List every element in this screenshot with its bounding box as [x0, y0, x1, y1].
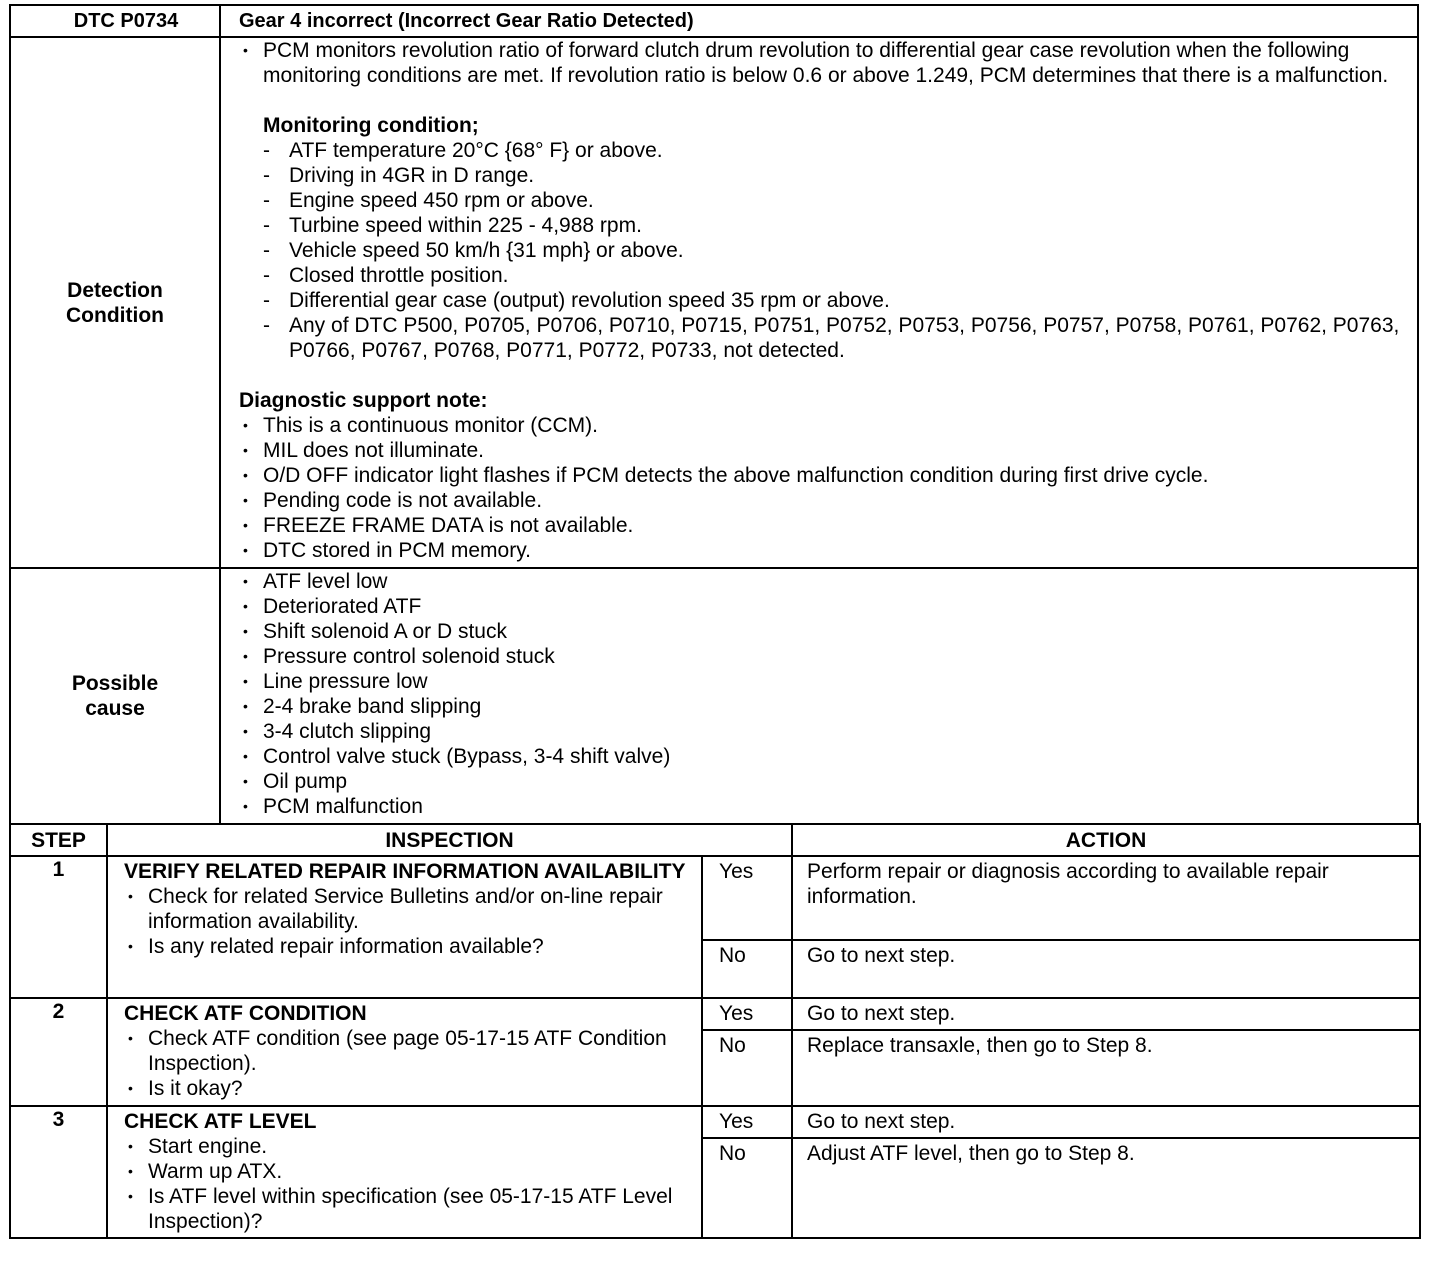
- yes-label: Yes: [702, 998, 792, 1030]
- possible-cause-row: [10, 568, 1418, 824]
- cause-item: • PCM malfunction: [239, 794, 1417, 819]
- monitoring-item: - Engine speed 450 rpm or above.: [239, 188, 1417, 213]
- cause-item: • 2-4 brake band slipping: [239, 694, 1417, 719]
- monitoring-item: - Vehicle speed 50 km/h {31 mph} or above.: [239, 238, 1417, 263]
- monitoring-item: - ATF temperature 20°C {68° F} or above.: [239, 138, 1417, 163]
- step-title: CHECK ATF CONDITION: [124, 1002, 367, 1025]
- cause-item: • Oil pump: [239, 769, 1417, 794]
- detection-label-line2: Condition: [66, 303, 164, 327]
- cause-item: • Deteriorated ATF: [239, 594, 1417, 619]
- monitoring-item: - Driving in 4GR in D range.: [239, 163, 1417, 188]
- dtc-title: Gear 4 incorrect (Incorrect Gear Ratio Detected): [220, 5, 1418, 37]
- cause-item: • Shift solenoid A or D stuck: [239, 619, 1417, 644]
- step-item: • Start engine.: [124, 1134, 697, 1159]
- yes-action: Perform repair or diagnosis according to available repair information.: [792, 856, 1420, 940]
- dtc-table: [9, 4, 1419, 825]
- step-title: CHECK ATF LEVEL: [124, 1110, 317, 1133]
- detection-label-line1: Detection: [67, 278, 163, 302]
- cause-item: • Control valve stuck (Bypass, 3-4 shift valve): [239, 744, 1417, 769]
- monitoring-item: - Any of DTC P500, P0705, P0706, P0710, P0715, P0751, P0752, P0753, P0756, P0757, P0758, P0761, P0762, P0763, P0766, P0767, P0768, P0771, P0772, P0733, not detected.: [239, 313, 1417, 363]
- step-item: • Warm up ATX.: [124, 1159, 697, 1184]
- monitoring-heading: Monitoring condition;: [263, 114, 479, 137]
- step-column-header: STEP: [10, 824, 107, 856]
- support-item: • MIL does not illuminate.: [239, 438, 1417, 463]
- detection-condition-content: [220, 37, 1418, 568]
- cause-item: • Pressure control solenoid stuck: [239, 644, 1417, 669]
- no-action: Replace transaxle, then go to Step 8.: [792, 1030, 1420, 1106]
- cause-item: • ATF level low: [239, 569, 1417, 594]
- yes-label: Yes: [702, 856, 792, 940]
- action-column-header: ACTION: [792, 824, 1420, 856]
- step-title: VERIFY RELATED REPAIR INFORMATION AVAILABILITY: [124, 860, 686, 883]
- step-item: • Is ATF level within specification (see 05-17-15 ATF Level Inspection)?: [124, 1184, 697, 1234]
- no-label: No: [702, 940, 792, 998]
- step-row-2-yes: [10, 998, 1420, 1030]
- yes-label: Yes: [702, 1106, 792, 1138]
- step-inspection: [107, 998, 702, 1106]
- step-number: 1: [10, 856, 107, 998]
- step-inspection: [107, 1106, 702, 1238]
- inspection-column-header: INSPECTION: [107, 824, 792, 856]
- cause-item: • Line pressure low: [239, 669, 1417, 694]
- support-item: • FREEZE FRAME DATA is not available.: [239, 513, 1417, 538]
- no-label: No: [702, 1138, 792, 1238]
- dtc-code: DTC P0734: [10, 5, 220, 37]
- step-item: • Check ATF condition (see page 05-17-15 ATF Condition Inspection).: [124, 1026, 697, 1076]
- monitoring-item: - Turbine speed within 225 - 4,988 rpm.: [239, 213, 1417, 238]
- no-action: Adjust ATF level, then go to Step 8.: [792, 1138, 1420, 1238]
- no-label: No: [702, 1030, 792, 1106]
- support-item: • This is a continuous monitor (CCM).: [239, 413, 1417, 438]
- step-number: 2: [10, 998, 107, 1106]
- step-table-header: [10, 824, 1420, 856]
- cause-item: • 3-4 clutch slipping: [239, 719, 1417, 744]
- service-manual-page: [9, 4, 1419, 1239]
- detection-condition-row: [10, 37, 1418, 568]
- no-action: Go to next step.: [792, 940, 1420, 998]
- possible-label-line1: Possible: [71, 672, 159, 695]
- dtc-header-row: [10, 5, 1418, 37]
- monitoring-item: - Closed throttle position.: [239, 263, 1417, 288]
- yes-action: Go to next step.: [792, 998, 1420, 1030]
- monitoring-item: - Differential gear case (output) revolution speed 35 rpm or above.: [239, 288, 1417, 313]
- step-item: • Is it okay?: [124, 1076, 697, 1101]
- step-table: [9, 823, 1421, 1239]
- step-row-3-yes: [10, 1106, 1420, 1138]
- yes-action: Go to next step.: [792, 1106, 1420, 1138]
- support-heading: Diagnostic support note:: [239, 389, 488, 412]
- support-list: [239, 413, 1417, 563]
- possible-cause-label: [10, 568, 220, 824]
- possible-cause-list: [220, 568, 1418, 824]
- detection-condition-label: [10, 37, 220, 568]
- step-inspection: [107, 856, 702, 998]
- step-item: • Is any related repair information available?: [124, 934, 697, 959]
- monitoring-list: [239, 138, 1417, 363]
- possible-label-line2: cause: [85, 697, 145, 720]
- step-item: • Check for related Service Bulletins and/or on-line repair information availability.: [124, 884, 697, 934]
- step-row-1-yes: [10, 856, 1420, 940]
- support-item: • O/D OFF indicator light flashes if PCM detects the above malfunction condition during first drive cycle.: [239, 463, 1417, 488]
- support-item: • DTC stored in PCM memory.: [239, 538, 1417, 563]
- step-number: 3: [10, 1106, 107, 1238]
- detection-intro: • PCM monitors revolution ratio of forward clutch drum revolution to differential gear case revolution when the following monitoring conditions are met. If revolution ratio is below 0.6 or above 1.249, PCM determines that there is a malfunction.: [239, 38, 1417, 88]
- support-item: • Pending code is not available.: [239, 488, 1417, 513]
